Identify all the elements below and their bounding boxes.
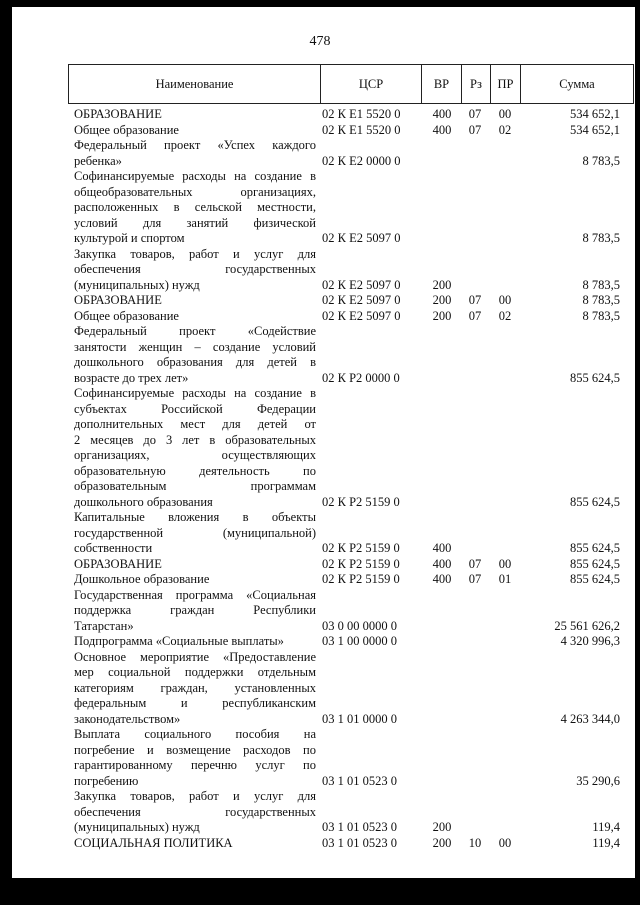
- table-row: [74, 727, 620, 789]
- table-row: [74, 123, 620, 139]
- cell-vr: 400: [432, 541, 452, 555]
- cell-name-line: условий для занятий физической: [74, 215, 316, 230]
- table-row: [74, 510, 620, 557]
- table-body: [74, 107, 620, 851]
- cell-csr: 02 К Е2 5097 0: [322, 308, 401, 323]
- table-row: [74, 572, 620, 588]
- cell-name: [74, 123, 316, 139]
- cell-rz: 07: [468, 308, 482, 323]
- cell-name-line: Софинансируемые расходы на создание в: [74, 169, 316, 183]
- cell-csr: 02 К Р2 5159 0: [322, 494, 400, 509]
- cell-csr: 02 К Е2 5097 0: [322, 293, 401, 307]
- cell-name-line: погребению: [74, 773, 139, 788]
- table-header: [68, 64, 634, 104]
- cell-name-line: Выплата социального пособия на: [74, 727, 316, 741]
- cell-pr: 00: [498, 107, 512, 121]
- header-vr: ВР: [422, 65, 462, 103]
- cell-rz: 10: [468, 835, 482, 850]
- cell-name-line: Подпрограмма «Социальные выплаты»: [74, 634, 284, 648]
- cell-name-line: (муниципальных) нужд: [74, 277, 200, 292]
- header-rz: Рз: [462, 65, 491, 103]
- cell-sum: 35 290,6: [576, 773, 620, 788]
- cell-name: [74, 634, 316, 650]
- cell-sum: 4 320 996,3: [560, 634, 620, 648]
- cell-name-line: образовательным программам: [74, 479, 316, 493]
- cell-vr: 400: [432, 107, 452, 121]
- cell-csr: 03 1 01 0523 0: [322, 835, 397, 850]
- cell-name: [74, 789, 316, 836]
- header-name: Наименование: [69, 65, 321, 103]
- cell-sum: 855 624,5: [570, 370, 620, 385]
- scan-border-top: [0, 0, 640, 7]
- cell-name: [74, 727, 316, 789]
- table-row: [74, 247, 620, 294]
- cell-csr: 03 1 01 0000 0: [322, 711, 397, 726]
- cell-sum: 119,4: [592, 835, 620, 850]
- cell-name-line: Федеральный проект «Успех каждого: [74, 138, 316, 152]
- header-csr: ЦСР: [321, 65, 422, 103]
- cell-csr: 02 К Р2 5159 0: [322, 556, 400, 571]
- cell-name-line: Софинансируемые расходы на создание в: [74, 386, 316, 400]
- cell-sum: 855 624,5: [570, 572, 620, 586]
- cell-csr: 03 1 00 0000 0: [322, 634, 397, 648]
- cell-sum: 855 624,5: [570, 541, 620, 555]
- cell-name-line: поддержка граждан Республики: [74, 603, 316, 617]
- cell-pr: 00: [498, 293, 512, 307]
- cell-csr: 03 1 01 0523 0: [322, 820, 397, 834]
- cell-pr: 01: [498, 572, 512, 586]
- cell-name-line: Дошкольное образование: [74, 572, 210, 586]
- cell-name: [74, 836, 316, 852]
- table-row: [74, 557, 620, 573]
- cell-name-line: 2 месяцев до 3 лет в образовательных: [74, 432, 316, 447]
- cell-name-line: государственной (муниципальной): [74, 525, 316, 540]
- cell-name-line: (муниципальных) нужд: [74, 820, 200, 834]
- cell-sum: 8 783,5: [582, 308, 620, 323]
- cell-name-line: образовательную деятельность по: [74, 463, 316, 478]
- cell-vr: 200: [432, 835, 452, 850]
- cell-pr: 02: [498, 308, 512, 323]
- table-row: [74, 386, 620, 510]
- scan-border-bottom: [0, 878, 640, 905]
- cell-name-line: погребение и возмещение расходов по: [74, 742, 316, 757]
- cell-name-line: Федеральный проект «Содействие: [74, 324, 316, 338]
- cell-name-line: Капитальные вложения в объекты: [74, 510, 316, 524]
- cell-rz: 07: [468, 293, 482, 307]
- cell-name-line: Общее образование: [74, 308, 179, 323]
- cell-csr: 03 0 00 0000 0: [322, 618, 397, 633]
- cell-name-line: дошкольного образования для детей в: [74, 355, 316, 369]
- cell-name-line: ОБРАЗОВАНИЕ: [74, 556, 162, 571]
- cell-name: [74, 293, 316, 309]
- cell-name-line: собственности: [74, 541, 153, 555]
- scan-border-right: [635, 0, 640, 905]
- cell-vr: 400: [432, 122, 452, 137]
- cell-sum: 855 624,5: [570, 494, 620, 509]
- cell-name-line: гарантированному перечню услуг по: [74, 758, 316, 772]
- cell-name-line: обеспечения государственных: [74, 262, 316, 276]
- cell-name: [74, 324, 316, 386]
- table-row: [74, 169, 620, 247]
- cell-name-line: Общее образование: [74, 122, 179, 137]
- table-row: [74, 138, 620, 169]
- cell-name-line: ОБРАЗОВАНИЕ: [74, 107, 162, 121]
- cell-vr: 200: [432, 293, 452, 307]
- cell-name-line: субъектах Российской Федерации: [74, 401, 316, 416]
- cell-name-line: СОЦИАЛЬНАЯ ПОЛИТИКА: [74, 835, 233, 850]
- cell-name: [74, 650, 316, 728]
- cell-sum: 8 783,5: [582, 293, 620, 307]
- cell-name: [74, 510, 316, 557]
- table-row: [74, 324, 620, 386]
- cell-csr: 02 К Е2 5097 0: [322, 277, 401, 292]
- cell-name: [74, 386, 316, 510]
- cell-sum: 8 783,5: [582, 153, 620, 168]
- cell-vr: 400: [432, 556, 452, 571]
- cell-name-line: мер социальной поддержки отдельным: [74, 665, 316, 679]
- table-row: [74, 588, 620, 635]
- cell-name-line: Государственная программа «Социальная: [74, 587, 316, 602]
- cell-name-line: ребенка»: [74, 153, 122, 168]
- cell-csr: 02 К Р2 0000 0: [322, 370, 400, 385]
- cell-name-line: ОБРАЗОВАНИЕ: [74, 293, 162, 307]
- cell-csr: 03 1 01 0523 0: [322, 773, 397, 788]
- cell-name: [74, 588, 316, 635]
- cell-sum: 534 652,1: [570, 107, 620, 121]
- cell-csr: 02 К Е2 0000 0: [322, 153, 401, 168]
- table-row: [74, 836, 620, 852]
- cell-sum: 8 783,5: [582, 231, 620, 245]
- table-row: [74, 107, 620, 123]
- cell-name-line: дополнительных мест для детей от: [74, 417, 316, 431]
- cell-name-line: законодательством»: [74, 711, 181, 726]
- cell-name-line: Основное мероприятие «Предоставление: [74, 649, 316, 664]
- cell-name-line: расположенных в сельской местности,: [74, 200, 316, 214]
- cell-vr: 200: [432, 308, 452, 323]
- cell-csr: 02 К Р2 5159 0: [322, 541, 400, 555]
- cell-csr: 02 К Е1 5520 0: [322, 107, 401, 121]
- cell-name-line: культурой и спортом: [74, 231, 185, 245]
- cell-csr: 02 К Е2 5097 0: [322, 231, 401, 245]
- table-row: [74, 309, 620, 325]
- table-row: [74, 293, 620, 309]
- cell-name-line: Татарстан»: [74, 618, 134, 633]
- cell-name-line: Закупка товаров, работ и услуг для: [74, 246, 316, 261]
- cell-pr: 00: [498, 556, 512, 571]
- cell-name: [74, 309, 316, 325]
- cell-rz: 07: [468, 556, 482, 571]
- cell-pr: 02: [498, 122, 512, 137]
- cell-name-line: организациях, осуществляющих: [74, 448, 316, 462]
- cell-csr: 02 К Р2 5159 0: [322, 572, 400, 586]
- cell-name: [74, 247, 316, 294]
- cell-vr: 200: [432, 820, 452, 834]
- cell-name: [74, 107, 316, 123]
- cell-vr: 200: [432, 277, 452, 292]
- cell-vr: 400: [432, 572, 452, 586]
- cell-name-line: общеобразовательных организациях,: [74, 184, 316, 199]
- cell-name-line: федеральным и республиканским: [74, 696, 316, 710]
- cell-sum: 25 561 626,2: [554, 618, 620, 633]
- cell-name-line: категориям граждан, установленных: [74, 680, 316, 695]
- cell-name-line: обеспечения государственных: [74, 804, 316, 819]
- cell-name-line: занятости женщин – создание условий: [74, 339, 316, 354]
- cell-rz: 07: [468, 122, 482, 137]
- table-row: [74, 650, 620, 728]
- cell-name-line: Закупка товаров, работ и услуг для: [74, 789, 316, 803]
- cell-name: [74, 169, 316, 247]
- table-row: [74, 634, 620, 650]
- cell-sum: 119,4: [592, 820, 620, 834]
- cell-name-line: дошкольного образования: [74, 494, 213, 509]
- cell-name: [74, 138, 316, 169]
- cell-sum: 4 263 344,0: [560, 711, 620, 726]
- cell-rz: 07: [468, 107, 482, 121]
- cell-rz: 07: [468, 572, 482, 586]
- table-row: [74, 789, 620, 836]
- header-sum: Сумма: [559, 76, 595, 91]
- cell-pr: 00: [498, 835, 512, 850]
- cell-sum: 855 624,5: [570, 556, 620, 571]
- cell-name-line: возрасте до трех лет»: [74, 370, 189, 385]
- cell-csr: 02 К Е1 5520 0: [322, 122, 401, 137]
- cell-name: [74, 557, 316, 573]
- cell-name: [74, 572, 316, 588]
- header-pr: ПР: [491, 65, 521, 103]
- scan-border-left: [0, 0, 12, 905]
- cell-sum: 534 652,1: [570, 122, 620, 137]
- cell-sum: 8 783,5: [582, 277, 620, 292]
- page-number: 478: [309, 34, 331, 49]
